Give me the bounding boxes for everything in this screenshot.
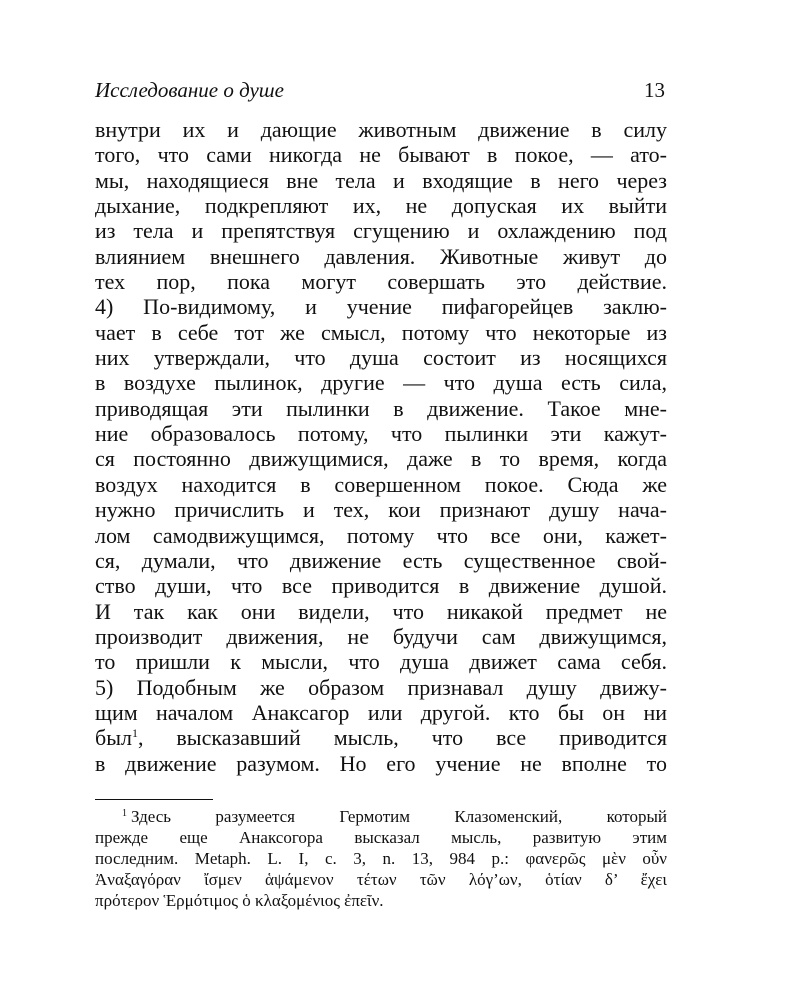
text-fragment: , высказавший мысль, что все приводится	[137, 725, 667, 751]
footnote-line	[95, 806, 667, 827]
text-line: ся постоянно движущимися, даже в то время, когда	[95, 446, 667, 472]
text-line: щим началом Анаксагор или другой. кто бы он ни	[95, 699, 667, 725]
footnote-line: последним. Metaph. L. I, c. 3, n. 13, 984 p.: φανερῶς μὲν οὖν	[95, 849, 667, 868]
text-line: то пришли к мысли, что душа движет сама себя.	[95, 649, 667, 675]
footnote-line: прежде еще Анаксогора высказал мысль, развитую этим	[95, 828, 667, 847]
text-line: внутри их и дающие животным движение в силу	[95, 117, 667, 142]
text-line: И так как они видели, что никакой предмет не	[95, 598, 667, 624]
text-line: мы, находящиеся вне тела и входящие в него через	[95, 167, 667, 193]
text-line: ство души, что все приводится в движение душой.	[95, 573, 667, 599]
footnote	[95, 806, 667, 911]
page-number: 13	[644, 78, 665, 102]
text-line: ся, думали, что движение есть существенное свой-	[95, 547, 667, 573]
text-line: чает в себе тот же смысл, потому что некоторые из	[95, 319, 667, 345]
text-fragment: был	[95, 725, 132, 751]
text-line: лом самодвижущимся, потому что все они, кажет-	[95, 522, 667, 548]
text-line: нужно причислить и тех, кои признают душу нача-	[95, 497, 667, 523]
footnote-line: Ἀναξαγόραν ἴσμεν ἁψάμενον τέτων τῶν λόγ’ων, ὁτίαν δ’ ἔχει	[95, 870, 667, 889]
text-line: тех пор, пока могут совершать это действие.	[95, 269, 667, 295]
text-line: 4) По-видимому, и учение пифагорейцев заклю-	[95, 294, 667, 320]
text-line: 5) Подобным же образом признавал душу движу-	[95, 674, 667, 700]
text-line: ние образовалось потому, что пылинки эти кажут-	[95, 421, 667, 447]
footnote-text: Здесь разумеется Гермотим Клазоменский, который	[131, 807, 667, 826]
main-text	[95, 117, 667, 776]
running-title: Исследование о душе	[95, 78, 284, 102]
text-line: производит движения, не будучи сам движущимся,	[95, 623, 667, 649]
text-line-with-footnote-ref	[95, 725, 667, 750]
text-line: дыхание, подкрепляют их, не допуская их выйти	[95, 193, 667, 219]
text-line: в движение разумом. Но его учение не вполне то	[95, 750, 667, 776]
footnote-mark: 1	[122, 808, 127, 819]
footnote-divider	[95, 799, 213, 800]
text-line: приводящая эти пылинки в движение. Такое мне-	[95, 395, 667, 421]
text-line: в воздухе пылинок, другие — что душа есть сила,	[95, 370, 667, 396]
text-line: того, что сами никогда не бывают в покое, — ато-	[95, 142, 667, 168]
text-line: воздух находится в совершенном покое. Сюда же	[95, 471, 667, 497]
text-line: из тела и препятствуя сгущению и охлаждению под	[95, 218, 667, 244]
text-line: них утверждали, что душа состоит из носящихся	[95, 345, 667, 371]
footnote-reference[interactable]: 1	[131, 726, 138, 741]
footnote-line: πρότερον Ἑρμότιμος ὁ κλαξομένιος ἐπεῖν.	[95, 891, 384, 910]
text-line: влиянием внешнего давления. Животные живут до	[95, 243, 667, 269]
